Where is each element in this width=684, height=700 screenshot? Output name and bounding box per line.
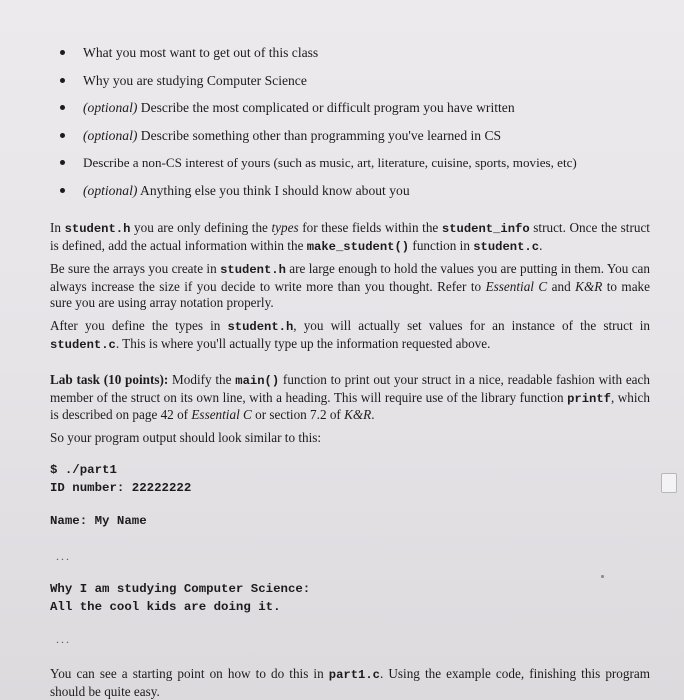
lab-task-heading: Lab task (10 points): <box>50 372 169 387</box>
output-intro: So your program output should look similar to this: <box>50 430 322 445</box>
copy-icon[interactable] <box>661 473 677 493</box>
paragraph-lab-task: Lab task (10 points): Modify the main() function to print out your struct in a nice, readable fashion with each member of the struct on its own line, with a heading. This will require use of the library function printf, which is described on page 42 of Essential C or section 7.2 of K&R. <box>50 372 650 422</box>
document-page: What you most want to get out of this class Why you are studying Computer Science (optional) Describe the most complicated or difficult program you have written (optional) Describe something other than programming you've learned in CS Describe a non-CS interest of yours (such as music, art, literature, cuisine, sports, movies, etc) (optional) Anything else you think I should know about you In student.h you are only defining the types for these fields within the student_info struct. Once the struct is defined, add the actual information within the make_student() function in student.c. Be sure the arrays you create in student.h are large enough to hold the values you are putting in them. You can always increase the size if you decide to write more than you thought. Refer to Essential C and K&R to make sure you are using array notation properly. After you define the types in student.h, you will actually set values for an instance of the struct in student.c. This is where you'll actually type up the information requested above. Lab task (10 points): Modify the main() function to print out your struct in a nice, readable fashion with each member of the struct on its own line, with a heading. This will require use of the library function printf, which is described on page 42 of Essential C or section 7.2 of K&R. So your program output should look similar to this: $ ./part1 ID number: 22222222 Name: My Name ... Why I am studying Computer Science: All the cool kids are doing it. ... You can see a starting point on how to do this in part1.c. Using the example code, finishing this program should be quite easy. <box>0 0 684 700</box>
code-line-why: Why I am studying Computer Science: <box>50 582 311 596</box>
bullet-dot-icon <box>60 160 65 165</box>
paragraph-arrays: Be sure the arrays you create in student.h are large enough to hold the values you are putting in them. You can always increase the size if you decide to write more than you thought. Refer to Essential C and K&R to make sure you are using array notation properly. <box>50 261 650 310</box>
paragraph-final: You can see a starting point on how to do this in part1.c. Using the example code, finishing this program should be quite easy. <box>50 666 650 699</box>
code-ellipsis: ... <box>56 549 71 563</box>
bullet-dot-icon <box>60 188 65 193</box>
bullet-dot-icon <box>60 78 65 83</box>
dust-speck <box>601 575 604 578</box>
bullet-dot-icon <box>60 105 65 110</box>
bullet-dot-icon <box>60 133 65 138</box>
code-line-command: $ ./part1 <box>50 463 117 477</box>
paragraph-types: After you define the types in student.h, you will actually set values for an instance of the struct in student.c. This is where you'll actually type up the information requested above. <box>50 318 651 352</box>
code-line-id: ID number: 22222222 <box>50 481 192 495</box>
code-line-answer: All the cool kids are doing it. <box>50 600 281 614</box>
code-ellipsis: ... <box>56 632 71 646</box>
bullet-dot-icon <box>60 50 65 55</box>
paragraph-student-h: In student.h you are only defining the types for these fields within the student_info struct. Once the struct is defined, add the actual information within the make_student() function in student.c. <box>50 220 650 254</box>
code-line-name: Name: My Name <box>50 514 147 528</box>
